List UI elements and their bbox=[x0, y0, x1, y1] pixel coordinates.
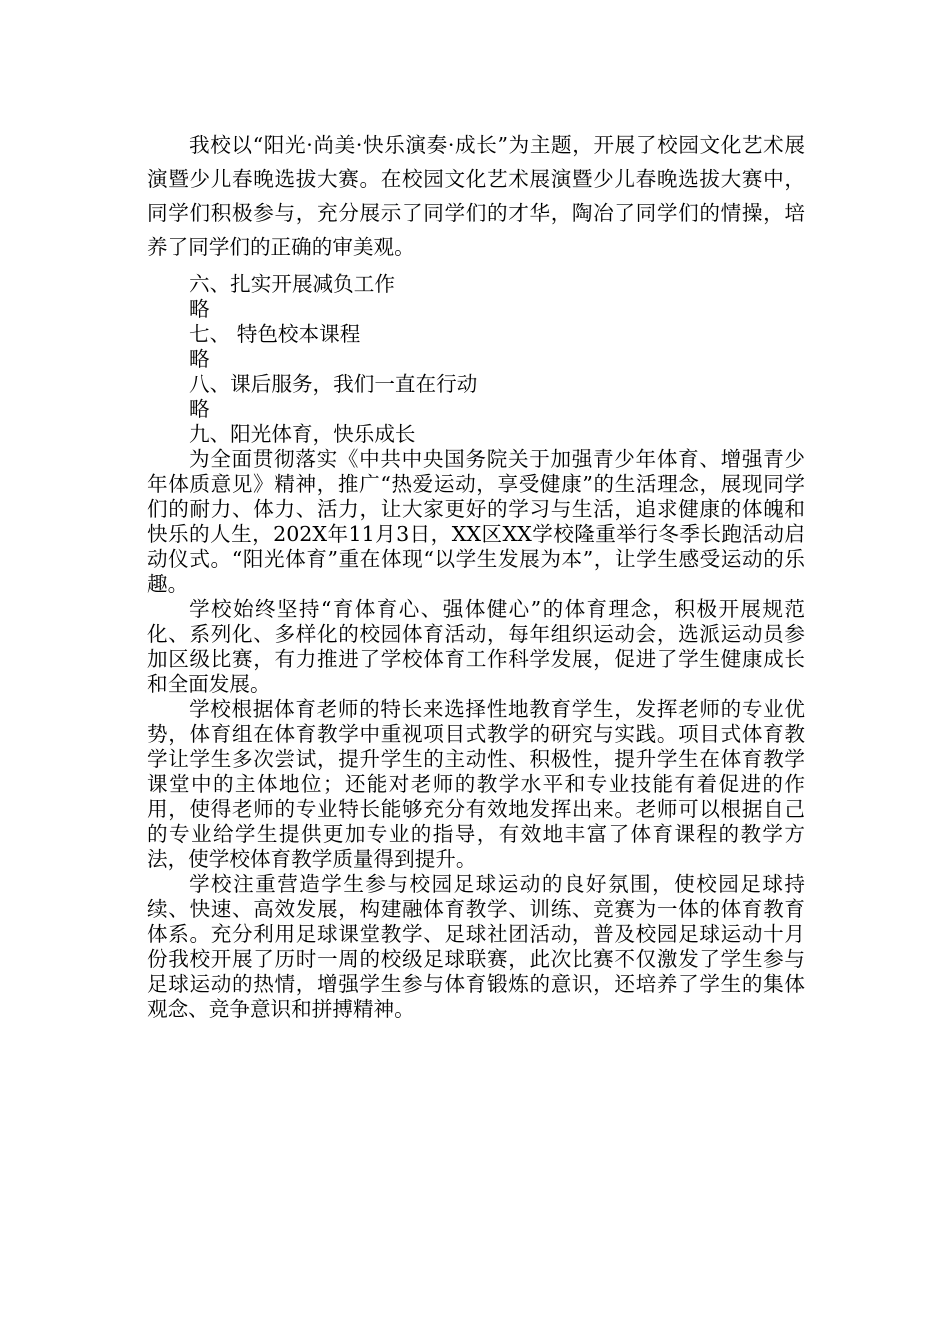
placeholder-text: 略 bbox=[189, 347, 210, 371]
paragraph-sports-philosophy: 学校始终坚持“育体育心、强体健心”的体育理念，积极开展规范化、系列化、多样化的校园体育活动，每年组织运动会，选派运动员参加区级比赛，有力推进了学校体育工作科学发展，促进了学生健康成长和全面发展。 bbox=[147, 597, 805, 696]
paragraph-art-festival: 我校以“阳光·尚美·快乐演奏·成长”为主题，开展了校园文化艺术展演暨少儿春晚选拔大赛。在校园文化艺术展演暨少儿春晚选拔大赛中，同学们积极参与，充分展示了同学们的才华，陶冶了同学们的情操，培养了同学们的正确的审美观。 bbox=[147, 133, 805, 259]
paragraph-sunshine-sports: 为全面贯彻落实《中共中央国务院关于加强青少年体育、增强青少年体质意见》精神，推广“热爱运动，享受健康”的生活理念，展现同学们的耐力、体力、活力，让大家更好的学习与生活，追求健康的体魄和快乐的人生，202X年11月3日，XX区XX学校隆重举行冬季长跑活动启动仪式。“阳光体育”重在体现“以学生发展为本”，让学生感受运动的乐趣。 bbox=[147, 447, 805, 596]
heading-section-8: 八、课后服务，我们一直在行动 bbox=[189, 372, 478, 396]
heading-section-9: 九、阳光体育，快乐成长 bbox=[189, 422, 416, 446]
heading-section-6: 六、扎实开展减负工作 bbox=[189, 272, 395, 296]
heading-section-7: 七、 特色校本课程 bbox=[189, 322, 361, 346]
document-body bbox=[147, 128, 805, 1022]
placeholder-text: 略 bbox=[189, 397, 210, 421]
paragraph-campus-football: 学校注重营造学生参与校园足球运动的良好氛围，使校园足球持续、快速、高效发展，构建融体育教学、训练、竞赛为一体的体育教育体系。充分利用足球课堂教学、足球社团活动，普及校园足球运动十月份我校开展了历时一周的校级足球联赛，此次比赛不仅激发了学生参与足球运动的热情，增强学生参与体育锻炼的意识，还培养了学生的集体观念、竞争意识和拼搏精神。 bbox=[147, 872, 805, 1021]
paragraph-project-teaching: 学校根据体育老师的特长来选择性地教育学生，发挥老师的专业优势，体育组在体育教学中重视项目式教学的研究与实践。项目式体育教学让学生多次尝试，提升学生的主动性、积极性，提升学生在体育教学课堂中的主体地位；还能对老师的教学水平和专业技能有着促进的作用，使得老师的专业特长能够充分有效地发挥出来。老师可以根据自己的专业给学生提供更加专业的指导，有效地丰富了体育课程的教学方法，使学校体育教学质量得到提升。 bbox=[147, 697, 805, 871]
placeholder-text: 略 bbox=[189, 297, 210, 321]
